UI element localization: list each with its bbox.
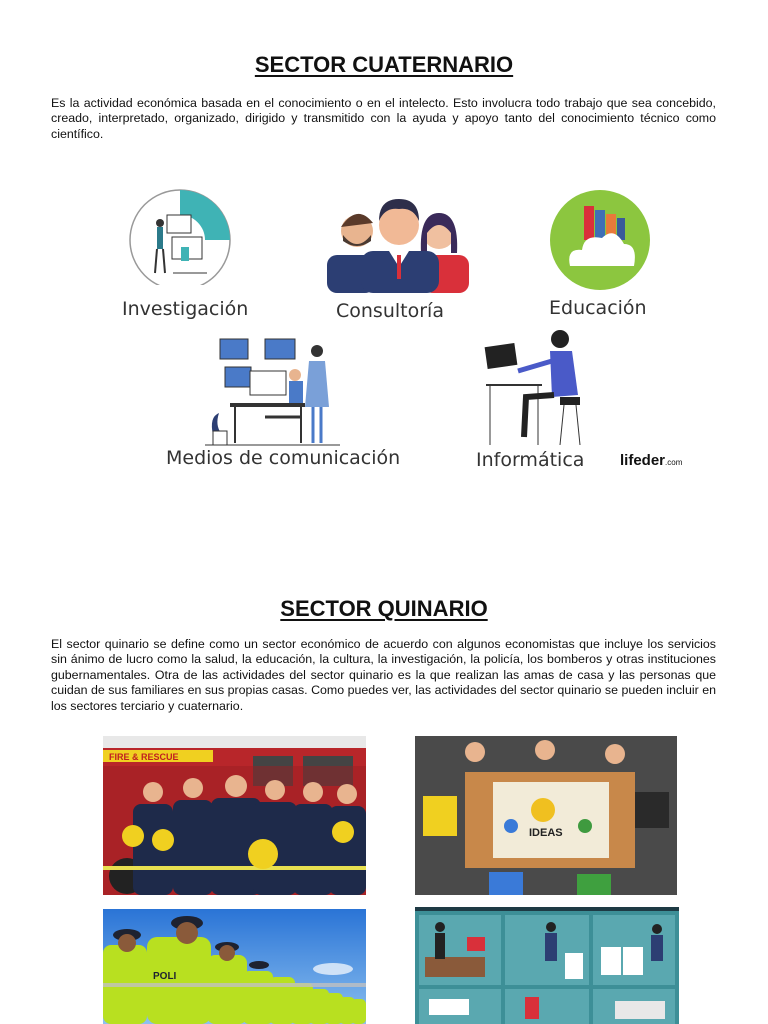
section-title-quinario: SECTOR QUINARIO — [280, 596, 488, 621]
firefighters-photo — [103, 736, 366, 895]
section-paragraph-cuaternario: Es la actividad económica basada en el conocimiento o en el intelecto. Esto involucra todo trabajo que sea concebido, creado, interpretado, organizado, dirigido y transmitido con la ayuda y apoyo tanto del conocimiento técnico como científico. — [51, 96, 716, 141]
police-sign: POLI — [153, 971, 177, 982]
education-icon — [548, 188, 652, 292]
media-icon — [205, 337, 340, 447]
computing-icon — [482, 325, 587, 447]
homemaker-photo — [415, 907, 679, 1024]
consulting-icon — [327, 193, 472, 293]
label-medios-de-comunicacion: Medios de comunicación — [166, 447, 401, 469]
research-icon — [125, 185, 250, 285]
section-title-cuaternario: SECTOR CUATERNARIO — [254, 52, 514, 77]
creative-ideas-photo — [415, 736, 677, 895]
label-educacion: Educación — [549, 297, 647, 319]
police-photo — [103, 909, 366, 1024]
lifeder-logo — [620, 452, 682, 469]
section-paragraph-quinario: El sector quinario se define como un sector económico de acuerdo con algunos economistas que incluye los servicios sin ánimo de lucro como la salud, la educación, la cultura, la investigación, la policía, los bomberos y otras instituciones gubernamentales. Otra de las actividades del sector quinario es la que realizan las amas de casa y las personas que cuidan de sus familiares en sus propias casas. Como puedes ver, las actividades del sector quinario se pueden incluir en los sectores terciario y cuaternario. — [51, 637, 716, 713]
label-consultoria: Consultoría — [336, 300, 444, 322]
ideas-label: IDEAS — [529, 827, 563, 839]
brand-name: lifeder — [620, 452, 666, 469]
label-informatica: Informática — [476, 449, 585, 471]
brand-suffix: .com — [665, 458, 683, 467]
fire-rescue-sign: FIRE & RESCUE — [109, 752, 179, 762]
label-investigacion: Investigación — [122, 298, 249, 320]
